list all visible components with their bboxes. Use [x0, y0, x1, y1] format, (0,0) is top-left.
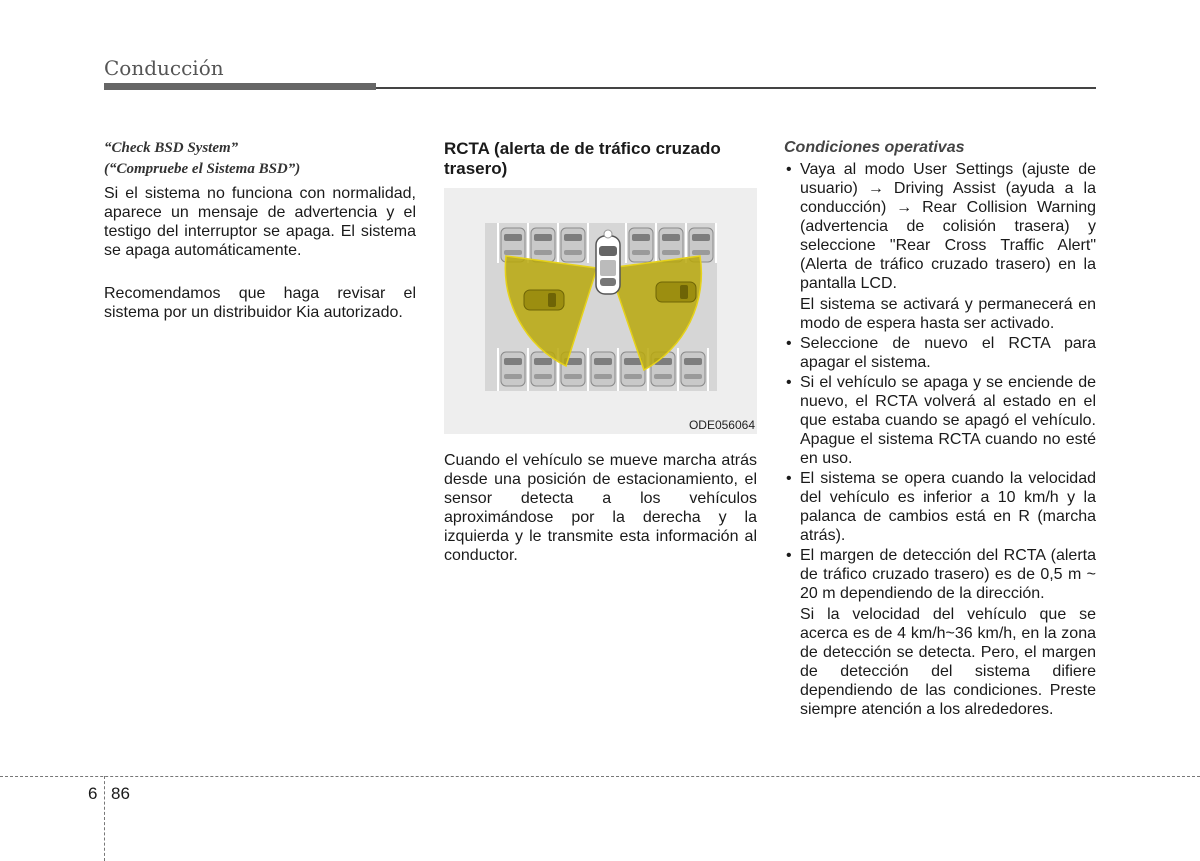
list-item-text: Seleccione de nuevo el RCTA para apagar el sistema.	[800, 335, 1096, 371]
list-item	[784, 469, 1096, 545]
rcta-heading: RCTA (alerta de de tráfico cruzado trasero)	[444, 139, 721, 178]
list-item	[784, 334, 1096, 372]
list-item-text: El margen de detección del RCTA (alerta de tráfico cruzado trasero) es de 0,5 m ~ 20 m dependiendo de la dirección.	[800, 547, 1096, 602]
operating-conditions-list	[784, 160, 1096, 719]
parking-lot-diagram	[444, 188, 757, 434]
list-item-text: Si el vehículo se apaga y se enciende de nuevo, el RCTA volverá al estado en el que estaba cuando se apagó el vehículo. Apague el sistema RCTA cuando no esté en uso.	[800, 374, 1096, 467]
list-item-text: Vaya al modo User Settings (ajuste de usuario) → Driving Assist (ayuda a la conducción) → Rear Collision Warning (advertencia de colisión trasera) y seleccione "Rear Cross Traffic Alert" (Alerta de tráfico cruzado trasero) en la pantalla LCD.	[800, 161, 1096, 292]
check-bsd-translation: (“Compruebe el Sistema BSD”)	[104, 161, 301, 177]
bullet-icon: •	[786, 470, 792, 487]
footer-vertical-divider	[104, 776, 105, 861]
list-item	[784, 373, 1096, 468]
header-rule-thin	[376, 87, 1096, 89]
list-item-note: Si la velocidad del vehículo que se acerca es de 4 km/h~36 km/h, en la zona de detección se detecta. Pero, el margen de detección del sistema difiere dependiendo de las condiciones. Preste siempre atención a los alrededores.	[800, 606, 1096, 718]
bullet-icon: •	[786, 161, 792, 178]
bullet-icon: •	[786, 335, 792, 352]
bullet-icon: •	[786, 547, 792, 564]
column-middle	[444, 139, 757, 565]
rcta-description-paragraph: Cuando el vehículo se mueve marcha atrás desde una posición de estacionamiento, el sensor detecta a los vehículos aproximándose por la derecha y la izquierda y le transmite esta información al conductor.	[444, 452, 757, 564]
bsd-malfunction-paragraph: Si el sistema no funciona con normalidad, aparece un mensaje de advertencia y el testigo del interruptor se apaga. El sistema se apaga automáticamente.	[104, 185, 416, 259]
column-right	[784, 138, 1096, 720]
column-left	[104, 138, 416, 322]
header-rule-thick	[104, 83, 376, 90]
list-item-note: El sistema se activará y permanecerá en modo de espera hasta ser activado.	[800, 296, 1096, 332]
page-header-title: Conducción	[104, 56, 224, 80]
page-number: 86	[111, 784, 130, 803]
footer-divider	[0, 776, 1200, 777]
check-bsd-message: “Check BSD System”	[104, 140, 239, 156]
rcta-illustration	[444, 188, 757, 434]
list-item-text: El sistema se opera cuando la velocidad del vehículo es inferior a 10 km/h y la palanca de cambios está en R (marcha atrás).	[800, 470, 1096, 544]
operating-conditions-heading: Condiciones operativas	[784, 139, 965, 156]
bullet-icon: •	[786, 374, 792, 391]
dealer-recommendation-paragraph: Recomendamos que haga revisar el sistema por un distribuidor Kia autorizado.	[104, 285, 416, 321]
figure-code: ODE056064	[688, 418, 755, 432]
list-item	[784, 546, 1096, 719]
chapter-number: 6	[88, 784, 98, 803]
list-item	[784, 160, 1096, 333]
